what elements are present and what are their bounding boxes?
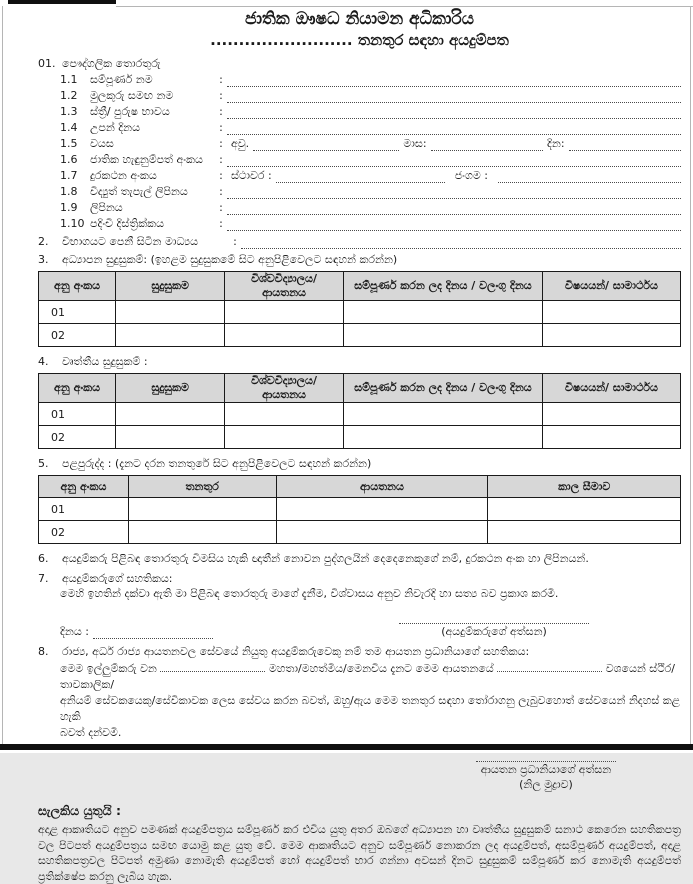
field-label: සම්පූර්ණ නම — [90, 73, 153, 86]
col-qualification: සුදුසුකම — [116, 272, 225, 301]
col-subjects-results: විෂයයන්/ සාමාර්ථය — [542, 374, 680, 403]
field-label: විභාගයට පෙනී සිටින මාධ්‍යය — [62, 235, 199, 248]
form-subtitle-text: තනතුර සඳහා අයදුම්පත — [357, 31, 509, 49]
education-table — [38, 271, 681, 347]
section-5-heading: පළපුරුද්ද : (දැනට දරන තනතුරේ සිට අනුපිළිවෙලට සඳහන් කරන්න) — [62, 457, 372, 470]
empty-cell — [343, 301, 542, 324]
section-5-heading-row — [38, 455, 681, 471]
field-row-exam-medium — [38, 233, 681, 249]
head-certification-paragraph — [60, 659, 681, 741]
dotted-line — [276, 169, 445, 183]
dotted-line — [227, 89, 681, 103]
field-label: වයස — [90, 137, 114, 150]
col-subjects-results: විෂයයන්/ සාමාර්ථය — [542, 272, 680, 301]
empty-cell — [276, 521, 488, 544]
empty-cell — [225, 403, 344, 426]
field-row-gender — [38, 103, 681, 119]
section-1-number: 01. — [38, 57, 56, 70]
field-label: ස්ත්‍රී/ පුරුෂ භාවය — [90, 105, 170, 118]
field-row-full-name — [38, 71, 681, 87]
field-number: 1.4 — [60, 121, 78, 134]
dotted-line — [227, 217, 681, 231]
section-3-heading-row — [38, 251, 681, 267]
cert-text-segment: අනියම් සේවකයෙකු/සේවිකාවක ලෙස සේවය කරන බවත්, ඔහු/ඇය මෙම තනතුර සඳහා තෝරාගනු ලැබුවහොත් සේවයෙන් නිදහස් කළ හැකි — [60, 694, 681, 723]
field-label: විද්‍යුත් තැපැල් ලිපිනය — [90, 185, 188, 198]
field-number: 1.5 — [60, 137, 78, 150]
phone-mobile-label: ජංගම : — [454, 169, 488, 182]
cert-text-segment: මෙම ඉල්ලුම්කරු වන — [60, 662, 157, 675]
section-4-number: 4. — [38, 355, 49, 368]
empty-cell — [116, 403, 225, 426]
official-seal-caption: (නිල මුද්‍රාව) — [519, 778, 573, 791]
field-row-date-of-birth — [38, 119, 681, 135]
dotted-line — [569, 137, 681, 151]
empty-cell — [276, 498, 488, 521]
note-text: අදාළ ආකෘතියට අනුව පමණක් අයදුම්පත්‍රය සම්පූර්ණ කර එවිය යුතු අතර ඔබගේ අධ්‍යාපන හා වෘත්තීය සුදුසුකම් සනාථ කෙරෙන සහතිකපත්‍ර වල පිටපත් අයදුම්පත්‍රය සමඟ යොමු කළ යුතු වේ. මෙම ආකෘතියට අනුව සම්පූර්ණ නොකරන ලද අයදුම්පත්, අසම්පූර්ණ අයදුම්පත්, අදාළ සහතිකපත්‍රවල පිටපත් අමුණා නොමැති අයදුම්පත් හෝ අයදුම්පත් භාර ගන්නා අවසන් දිනට සුදුසුකම් සම්පූර්ණ කර නොමැති අයදුම්පත් ප්‍රතික්ෂේප කරනු ලැබිය හැක. — [38, 823, 681, 883]
dotted-line — [93, 625, 213, 639]
colon: : — [219, 105, 223, 118]
colon: : — [233, 235, 237, 248]
colon: : — [219, 201, 223, 214]
row-number-cell: 02 — [39, 521, 129, 544]
section-1-heading-row — [38, 55, 681, 71]
professional-table-header-row — [39, 374, 681, 403]
page-edge-left — [2, 6, 3, 745]
col-serial-no: අනු අංකය — [39, 272, 116, 301]
dotted-line — [227, 153, 681, 167]
field-number: 1.1 — [60, 73, 78, 86]
section-5-number: 5. — [38, 457, 49, 470]
phone-fixed-label: ස්ථාවර : — [231, 169, 272, 182]
dotted-line — [241, 235, 681, 249]
age-months-label: මාස: — [403, 137, 427, 150]
col-period: කාල සීමාව — [488, 476, 681, 498]
field-label: උපන් දිනය — [90, 121, 140, 134]
field-row-telephone — [38, 167, 681, 183]
field-number: 1.2 — [60, 89, 78, 102]
section-6-row — [38, 550, 681, 566]
field-label: පදිංචි දිස්ත්‍රික්කය — [90, 217, 165, 230]
form-subtitle — [38, 30, 681, 50]
colon: : — [219, 217, 223, 230]
section-3-heading: අධ්‍යාපන සුදුසුකම්: (ඉහළම සුදුසුකමේ සිට අනුපිළිවෙලට සඳහන් කරන්න) — [62, 253, 398, 266]
empty-cell — [116, 301, 225, 324]
section-8-heading: රාජ්‍ය, අර්ධ රාජ්‍ය ආයතනවල සේවයේ නියුතු අයදුම්කරුවෙකු නම් තම ආයතන ප්‍රධානියාගේ සහතිකය: — [62, 645, 530, 658]
education-table-header-row — [39, 272, 681, 301]
empty-cell — [542, 426, 680, 449]
row-number-cell: 01 — [39, 498, 129, 521]
field-label: ලිපිනය — [90, 201, 123, 214]
field-number: 1.7 — [60, 169, 78, 182]
signature-line — [399, 611, 589, 624]
head-signature-caption: ආයතන ප්‍රධානියාගේ අත්සන — [480, 763, 612, 776]
section-6-number: 6. — [38, 552, 49, 565]
date-field — [60, 625, 213, 639]
field-row-district — [38, 215, 681, 231]
dotted-line — [227, 185, 681, 199]
col-post: තනතුර — [128, 476, 276, 498]
field-row-name-with-initials — [38, 87, 681, 103]
post-blank-dots: ......................... — [210, 31, 353, 49]
field-label: මුලකුරු සමඟ නම — [90, 89, 174, 102]
empty-cell — [542, 324, 680, 347]
colon: : — [219, 153, 223, 166]
empty-cell — [488, 521, 681, 544]
form-content — [38, 8, 681, 884]
dotted-line — [227, 201, 681, 215]
section-1-heading: පෞද්ගලික තොරතුරු — [62, 57, 161, 70]
col-serial-no: අනු අංකය — [39, 476, 129, 498]
section-8-heading-row — [38, 643, 681, 659]
empty-cell — [343, 426, 542, 449]
table-row — [39, 521, 681, 544]
section-2-number: 2. — [38, 235, 49, 248]
declaration-signature-row — [38, 611, 681, 639]
empty-cell — [116, 426, 225, 449]
table-row — [39, 324, 681, 347]
empty-cell — [225, 301, 344, 324]
colon: : — [219, 121, 223, 134]
signature-line — [476, 749, 616, 762]
professional-table — [38, 373, 681, 449]
col-completion-date: සම්පූර්ණ කරන ලද දිනය / වලංගු දිනය — [343, 374, 542, 403]
empty-cell — [225, 324, 344, 347]
section-7-heading-row — [38, 570, 681, 586]
col-completion-date: සම්පූර්ණ කරන ලද දිනය / වලංගු දිනය — [343, 272, 542, 301]
section-3-number: 3. — [38, 253, 49, 266]
col-university-institute: විශ්වවිද්‍යාලය/ ආයතනය — [225, 272, 344, 301]
age-days-label: දින: — [547, 137, 565, 150]
page-edge-right — [690, 6, 691, 745]
section-7-heading: අයදුම්කරුගේ සහතිකය: — [62, 572, 173, 585]
scan-artifact-bar-top — [8, 0, 116, 4]
table-row — [39, 498, 681, 521]
colon: : — [219, 169, 223, 182]
field-number: 1.10 — [60, 217, 85, 230]
empty-cell — [343, 324, 542, 347]
cert-text-segment: බවත් දන්වමි. — [60, 726, 122, 739]
experience-table-header-row — [39, 476, 681, 498]
field-number: 1.9 — [60, 201, 78, 214]
head-signature-block — [451, 749, 641, 792]
date-label: දිනය : — [60, 625, 89, 638]
field-label: ජාතික හැඳුනුම්පත් අංකය — [90, 153, 203, 166]
dotted-line — [227, 121, 681, 135]
post-name-blank — [497, 659, 602, 672]
declaration-text: මෙහි ඉහතින් දක්වා ඇති මා පිළිබඳ තොරතුරු මාගේ දැනීම, විශ්වාසය අනුව නිවැරදි හා සත්‍ය බව ප්‍රකාශ කරමි. — [60, 587, 559, 600]
colon: : — [219, 185, 223, 198]
applicant-signature-caption: (අයදුම්කරුගේ අත්සන) — [441, 625, 547, 638]
empty-cell — [542, 403, 680, 426]
row-number-cell: 01 — [39, 403, 116, 426]
field-number: 1.8 — [60, 185, 78, 198]
empty-cell — [542, 301, 680, 324]
cert-text-segment: මහතා/මහත්මිය/මෙනවිය දැනට මෙම ආයතනයේ — [268, 662, 494, 675]
colon: : — [219, 73, 223, 86]
row-number-cell: 01 — [39, 301, 116, 324]
applicant-name-blank — [160, 659, 265, 672]
col-university-institute: විශ්වවිද්‍යාලය/ ආයතනය — [225, 374, 344, 403]
field-number: 1.3 — [60, 105, 78, 118]
dotted-line — [227, 105, 681, 119]
table-row — [39, 426, 681, 449]
applicant-signature-block — [399, 611, 589, 639]
age-years-label: අවු. — [231, 137, 250, 150]
section-4-heading-row — [38, 353, 681, 369]
colon: : — [219, 89, 223, 102]
note-heading: සැලකිය යුතුයි : — [38, 803, 121, 818]
col-qualification: සුදුසුකම — [116, 374, 225, 403]
dotted-line — [227, 73, 681, 87]
empty-cell — [225, 426, 344, 449]
table-row — [39, 301, 681, 324]
form-title: ජාතික ඖෂධ නියාමන අධිකාරිය — [244, 9, 475, 29]
section-7-number: 7. — [38, 572, 49, 585]
empty-cell — [488, 498, 681, 521]
field-label: දුරකථන අංකය — [90, 169, 157, 182]
colon: : — [219, 137, 223, 150]
field-row-email — [38, 183, 681, 199]
section-6-text: අයදුම්කරු පිළිබඳ තොරතුරු විමසිය හැකි ඥාතීන් නොවන පුද්ගලයින් දෙදෙනෙකුගේ නම්, දුරකථන අංක හා ලිපිනයන්. — [62, 552, 589, 565]
row-number-cell: 02 — [39, 426, 116, 449]
table-row — [39, 403, 681, 426]
col-serial-no: අනු අංකය — [39, 374, 116, 403]
section-8-number: 8. — [38, 645, 49, 658]
empty-cell — [128, 498, 276, 521]
col-institution: ආයතනය — [276, 476, 488, 498]
field-row-address — [38, 199, 681, 215]
experience-table — [38, 475, 681, 544]
row-number-cell: 02 — [39, 324, 116, 347]
empty-cell — [128, 521, 276, 544]
empty-cell — [343, 403, 542, 426]
dotted-line — [253, 137, 399, 151]
field-row-age — [38, 135, 681, 151]
dotted-line — [431, 137, 543, 151]
empty-cell — [116, 324, 225, 347]
field-number: 1.6 — [60, 153, 78, 166]
section-4-heading: වෘත්තීය සුදුසුකම් : — [62, 355, 148, 368]
cert-text-segment: වශයෙන් ස්ථිර/තාවකාලික/ — [60, 662, 676, 691]
dotted-line — [498, 169, 681, 183]
page-edge-top — [116, 6, 693, 7]
field-row-nic-number — [38, 151, 681, 167]
